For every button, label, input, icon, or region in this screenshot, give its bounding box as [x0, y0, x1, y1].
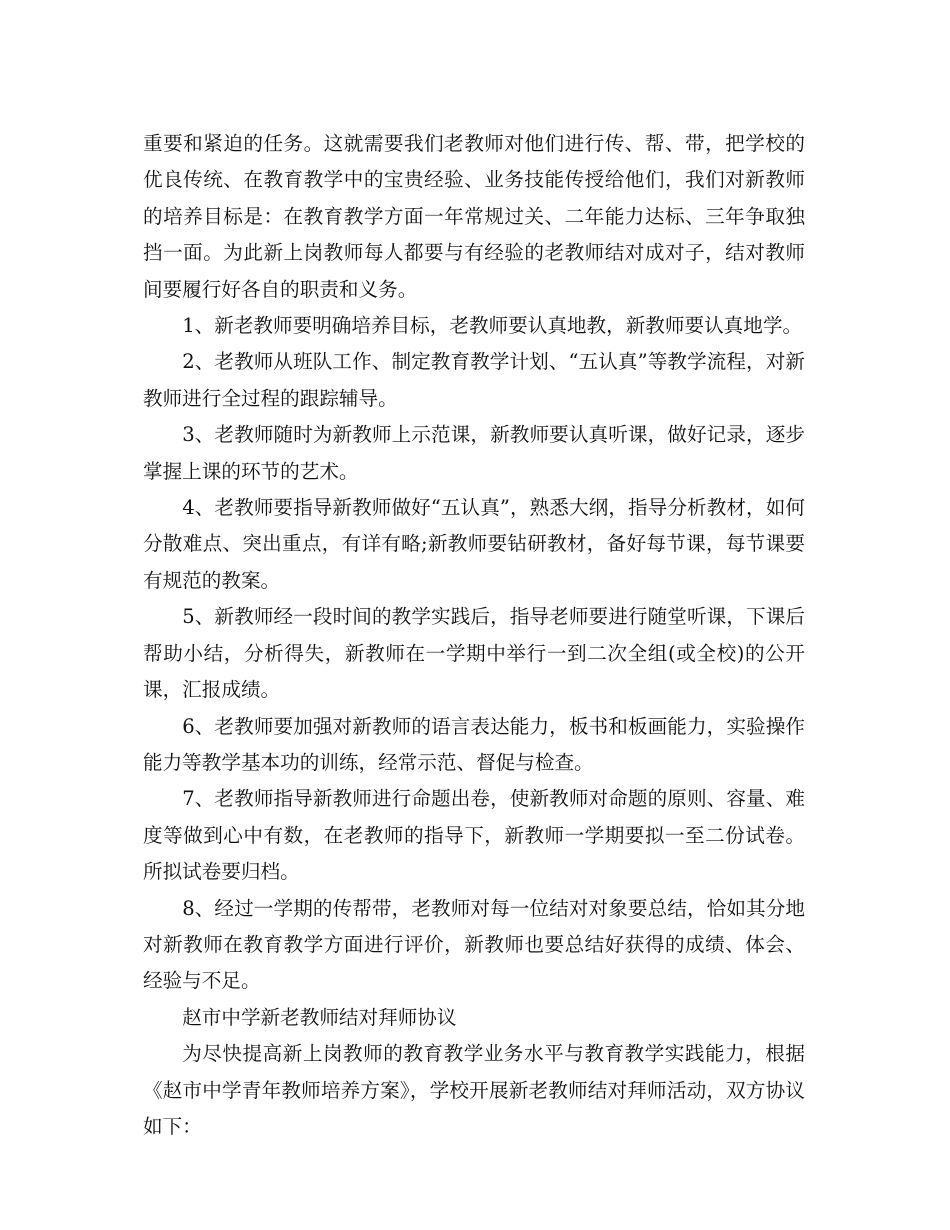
list-item-3: 3、老教师随时为新教师上示范课，新教师要认真听课，做好记录，逐步掌握上课的环节的艺术。 [143, 423, 805, 483]
document-body [143, 126, 805, 1145]
list-item-6: 6、老教师要加强对新教师的语言表达能力，板书和板画能力，实验操作能力等教学基本功的训练，经常示范、督促与检查。 [143, 714, 805, 774]
list-item-2: 2、老教师从班队工作、制定教育教学计划、“五认真”等教学流程，对新教师进行全过程的跟踪辅导。 [143, 350, 805, 410]
intro-paragraph: 重要和紧迫的任务。这就需要我们老教师对他们进行传、帮、带，把学校的优良传统、在教育教学中的宝贵经验、业务技能传授给他们，我们对新教师的培养目标是：在教育教学方面一年常规过关、二年能力达标、三年争取独挡一面。为此新上岗教师每人都要与有经验的老教师结对成对子，结对教师间要履行好各自的职责和义务。 [143, 132, 805, 301]
agreement-intro-paragraph: 为尽快提高新上岗教师的教育教学业务水平与教育教学实践能力，根据《赵市中学青年教师培养方案》，学校开展新老教师结对拜师活动，双方协议如下： [143, 1042, 805, 1138]
agreement-heading: 赵市中学新老教师结对拜师协议 [182, 1005, 457, 1029]
list-item-4: 4、老教师要指导新教师做好“五认真”，熟悉大纲，指导分析教材，如何分散难点、突出重点，有详有略;新教师要钻研教材，备好每节课，每节课要有规范的教案。 [143, 496, 805, 592]
list-item-8: 8、经过一学期的传帮带，老教师对每一位结对对象要总结，恰如其分地对新教师在教育教学方面进行评价，新教师也要总结好获得的成绩、体会、经验与不足。 [143, 896, 805, 993]
list-item-7: 7、老教师指导新教师进行命题出卷，使新教师对命题的原则、容量、难度等做到心中有数，在老教师的指导下，新教师一学期要拟一至二份试卷。所拟试卷要归档。 [143, 787, 805, 884]
list-item-5: 5、新教师经一段时间的教学实践后，指导老师要进行随堂听课，下课后帮助小结，分析得失，新教师在一学期中举行一到二次全组(或全校)的公开课，汇报成绩。 [143, 605, 805, 702]
list-item-1: 1、新老教师要明确培养目标，老教师要认真地教，新教师要认真地学。 [182, 314, 803, 338]
